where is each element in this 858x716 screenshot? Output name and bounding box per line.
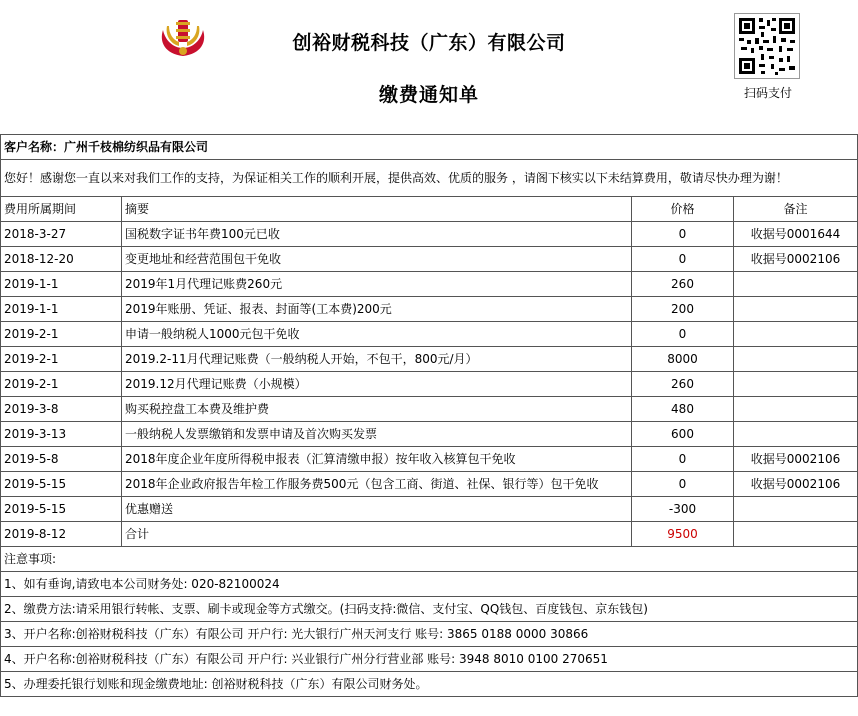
note-cell: [734, 397, 858, 422]
period-cell: 2019-2-1: [1, 322, 122, 347]
notes-item: 2、缴费方法:请采用银行转帐、支票、刷卡或现金等方式缴交。(扫码支持:微信、支付宝、QQ钱包、百度钱包、京东钱包): [1, 597, 858, 622]
period-cell: 2019-2-1: [1, 347, 122, 372]
notes-title: 注意事项:: [1, 547, 858, 572]
table-row: [1, 347, 858, 372]
column-header: 费用所属期间: [1, 197, 122, 222]
period-cell: 2019-2-1: [1, 372, 122, 397]
column-header: 摘要: [122, 197, 632, 222]
period-cell: 2019-5-15: [1, 472, 122, 497]
customer-row: [1, 135, 858, 160]
notes-item: 4、开户名称:创裕财税科技（广东）有限公司 开户行: 兴业银行广州分行营业部 账号: 3948 8010 0100 270651: [1, 647, 858, 672]
note-cell: 收据号0002106: [734, 472, 858, 497]
price-cell: 0: [632, 222, 734, 247]
total-period: 2019-8-12: [1, 522, 122, 547]
table-row: [1, 272, 858, 297]
table-row: [1, 322, 858, 347]
desc-cell: 2019.2-11月代理记账费（一般纳税人开始，不包干，800元/月）: [122, 347, 632, 372]
period-cell: 2019-1-1: [1, 297, 122, 322]
total-row: [1, 522, 858, 547]
period-cell: 2019-3-13: [1, 422, 122, 447]
note-cell: [734, 422, 858, 447]
price-cell: 0: [632, 472, 734, 497]
note-cell: [734, 372, 858, 397]
desc-cell: 2018年度企业年度所得税申报表（汇算清缴申报）按年收入核算包干免收: [122, 447, 632, 472]
price-cell: 480: [632, 397, 734, 422]
company-name: 创裕财税科技（广东）有限公司: [292, 32, 566, 54]
notice-header: [0, 0, 858, 128]
customer-name: 广州千枝棉纺织品有限公司: [64, 140, 209, 154]
table-row: [1, 497, 858, 522]
desc-cell: 2019.12月代理记账费（小规模）: [122, 372, 632, 397]
desc-cell: 优惠赠送: [122, 497, 632, 522]
table-row: [1, 222, 858, 247]
notes-item: 5、办理委托银行划账和现金缴费地址: 创裕财税科技（广东）有限公司财务处。: [1, 672, 858, 697]
note-cell: [734, 297, 858, 322]
desc-cell: 变更地址和经营范围包干免收: [122, 247, 632, 272]
table-row: [1, 297, 858, 322]
price-cell: 0: [632, 247, 734, 272]
table-row: [1, 422, 858, 447]
customer-label: 客户名称：: [4, 140, 65, 154]
fee-table: [0, 134, 858, 697]
note-cell: [734, 347, 858, 372]
price-cell: 8000: [632, 347, 734, 372]
qr-caption: 扫码支付: [743, 86, 792, 100]
note-cell: 收据号0002106: [734, 447, 858, 472]
desc-cell: 购买税控盘工本费及维护费: [122, 397, 632, 422]
table-row: [1, 447, 858, 472]
price-cell: 0: [632, 322, 734, 347]
table-row: [1, 372, 858, 397]
period-cell: 2019-1-1: [1, 272, 122, 297]
note-cell: [734, 272, 858, 297]
notes-item: 1、如有垂询,请致电本公司财务处: 020-82100024: [1, 572, 858, 597]
note-cell: [734, 497, 858, 522]
period-cell: 2019-5-15: [1, 497, 122, 522]
note-cell: 收据号0002106: [734, 247, 858, 272]
period-cell: 2018-3-27: [1, 222, 122, 247]
period-cell: 2019-3-8: [1, 397, 122, 422]
desc-cell: 国税数字证书年费100元已收: [122, 222, 632, 247]
total-note: [734, 522, 858, 547]
notes-item: 3、开户名称:创裕财税科技（广东）有限公司 开户行: 光大银行广州天河支行 账号: 3865 0188 0000 30866: [1, 622, 858, 647]
desc-cell: 一般纳税人发票缴销和发票申请及首次购买发票: [122, 422, 632, 447]
greeting-text: 您好！感谢您一直以来对我们工作的支持，为保证相关工作的顺利开展，提供高效、优质的服务 ，请阁下核实以下未结算费用，敬请尽快办理为谢！: [1, 160, 858, 197]
table-header: [1, 197, 858, 222]
total-value: 9500: [632, 522, 734, 547]
document-title: 缴费通知单: [378, 84, 479, 106]
period-cell: 2018-12-20: [1, 247, 122, 272]
price-cell: -300: [632, 497, 734, 522]
desc-cell: 2019年1月代理记账费260元: [122, 272, 632, 297]
price-cell: 0: [632, 447, 734, 472]
note-cell: [734, 322, 858, 347]
table-row: [1, 397, 858, 422]
table-row: [1, 247, 858, 272]
price-cell: 200: [632, 297, 734, 322]
period-cell: 2019-5-8: [1, 447, 122, 472]
total-label: 合计: [122, 522, 632, 547]
table-row: [1, 472, 858, 497]
column-header: 价格: [632, 197, 734, 222]
qr-code-icon[interactable]: [734, 13, 800, 79]
desc-cell: 2018年企业政府报告年检工作服务费500元（包含工商、街道、社保、银行等）包干免收: [122, 472, 632, 497]
notes-section: [1, 547, 858, 697]
price-cell: 260: [632, 272, 734, 297]
desc-cell: 申请一般纳税人1000元包干免收: [122, 322, 632, 347]
column-header: 备注: [734, 197, 858, 222]
price-cell: 600: [632, 422, 734, 447]
note-cell: 收据号0001644: [734, 222, 858, 247]
desc-cell: 2019年账册、凭证、报表、封面等(工本费)200元: [122, 297, 632, 322]
price-cell: 260: [632, 372, 734, 397]
